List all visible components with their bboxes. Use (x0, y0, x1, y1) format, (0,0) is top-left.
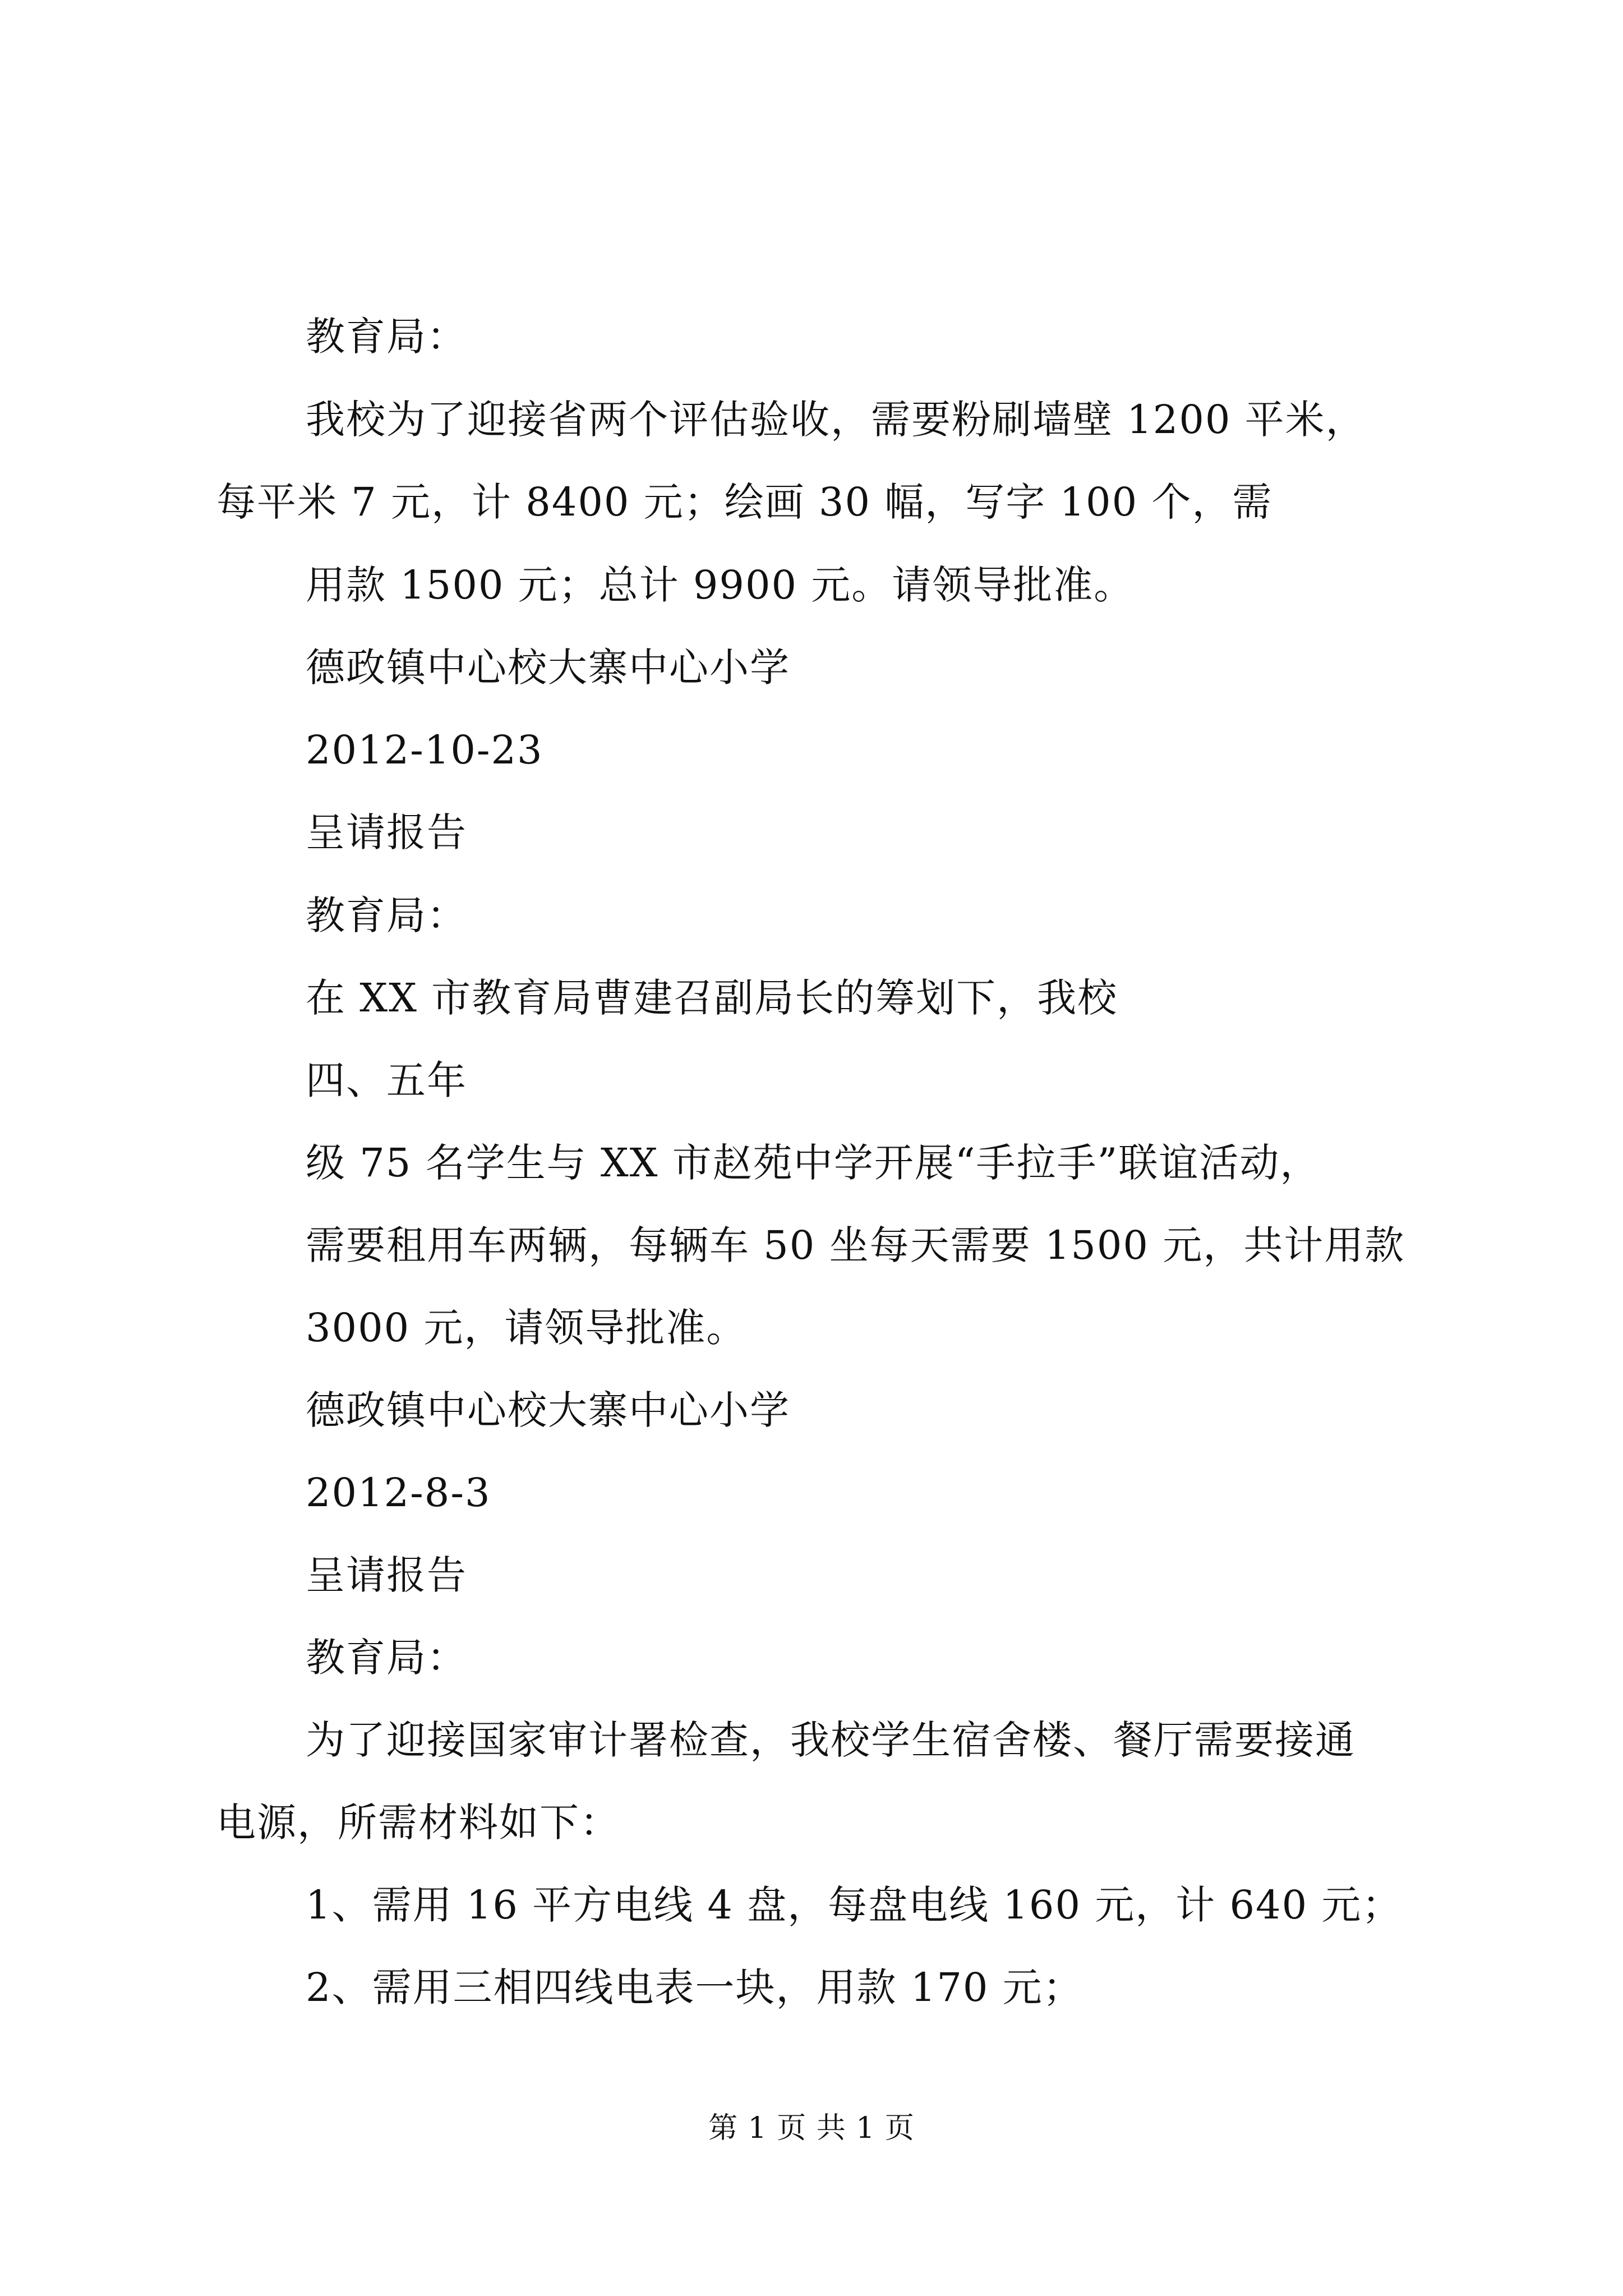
body-line-8: 3000 元，请领导批准。 (306, 1305, 747, 1351)
recipient-line-1: 教育局： (306, 314, 467, 360)
recipient-line-3: 教育局： (306, 1635, 467, 1681)
signature-school-2: 德政镇中心校大寨中心小学 (306, 1387, 790, 1433)
signature-date-1: 2012-10-23 (306, 727, 543, 773)
report-title-3: 呈请报告 (306, 1552, 467, 1598)
body-line-1: 我校为了迎接省两个评估验收，需要粉刷墙壁 1200 平米， (306, 397, 1366, 443)
body-line-5: 四、五年 (306, 1057, 467, 1103)
recipient-line-2: 教育局： (306, 892, 467, 938)
body-line-2: 每平米 7 元，计 8400 元；绘画 30 幅，写字 100 个，需 (216, 479, 1273, 525)
body-line-9: 为了迎接国家审计署检查，我校学生宿舍楼、餐厅需要接通 (306, 1717, 1355, 1763)
body-line-6: 级 75 名学生与 XX 市赵苑中学开展“手拉手”联谊活动， (306, 1140, 1321, 1186)
body-line-4: 在 XX 市教育局曹建召副局长的筹划下，我校 (306, 975, 1118, 1021)
body-line-7: 需要租用车两辆，每辆车 50 坐每天需要 1500 元，共计用款 (306, 1222, 1405, 1268)
page-footer: 第 1 页 共 1 页 (708, 2111, 915, 2145)
list-item-2: 2、需用三相四线电表一块，用款 170 元； (306, 1964, 1083, 2010)
body-line-10: 电源，所需材料如下： (216, 1800, 620, 1846)
signature-date-2: 2012-8-3 (306, 1470, 491, 1516)
list-item-1: 1、需用 16 平方电线 4 盘，每盘电线 160 元，计 640 元； (306, 1882, 1403, 1928)
signature-school-1: 德政镇中心校大寨中心小学 (306, 645, 790, 691)
report-title-2: 呈请报告 (306, 809, 467, 855)
body-line-3: 用款 1500 元；总计 9900 元。请领导批准。 (306, 562, 1135, 608)
